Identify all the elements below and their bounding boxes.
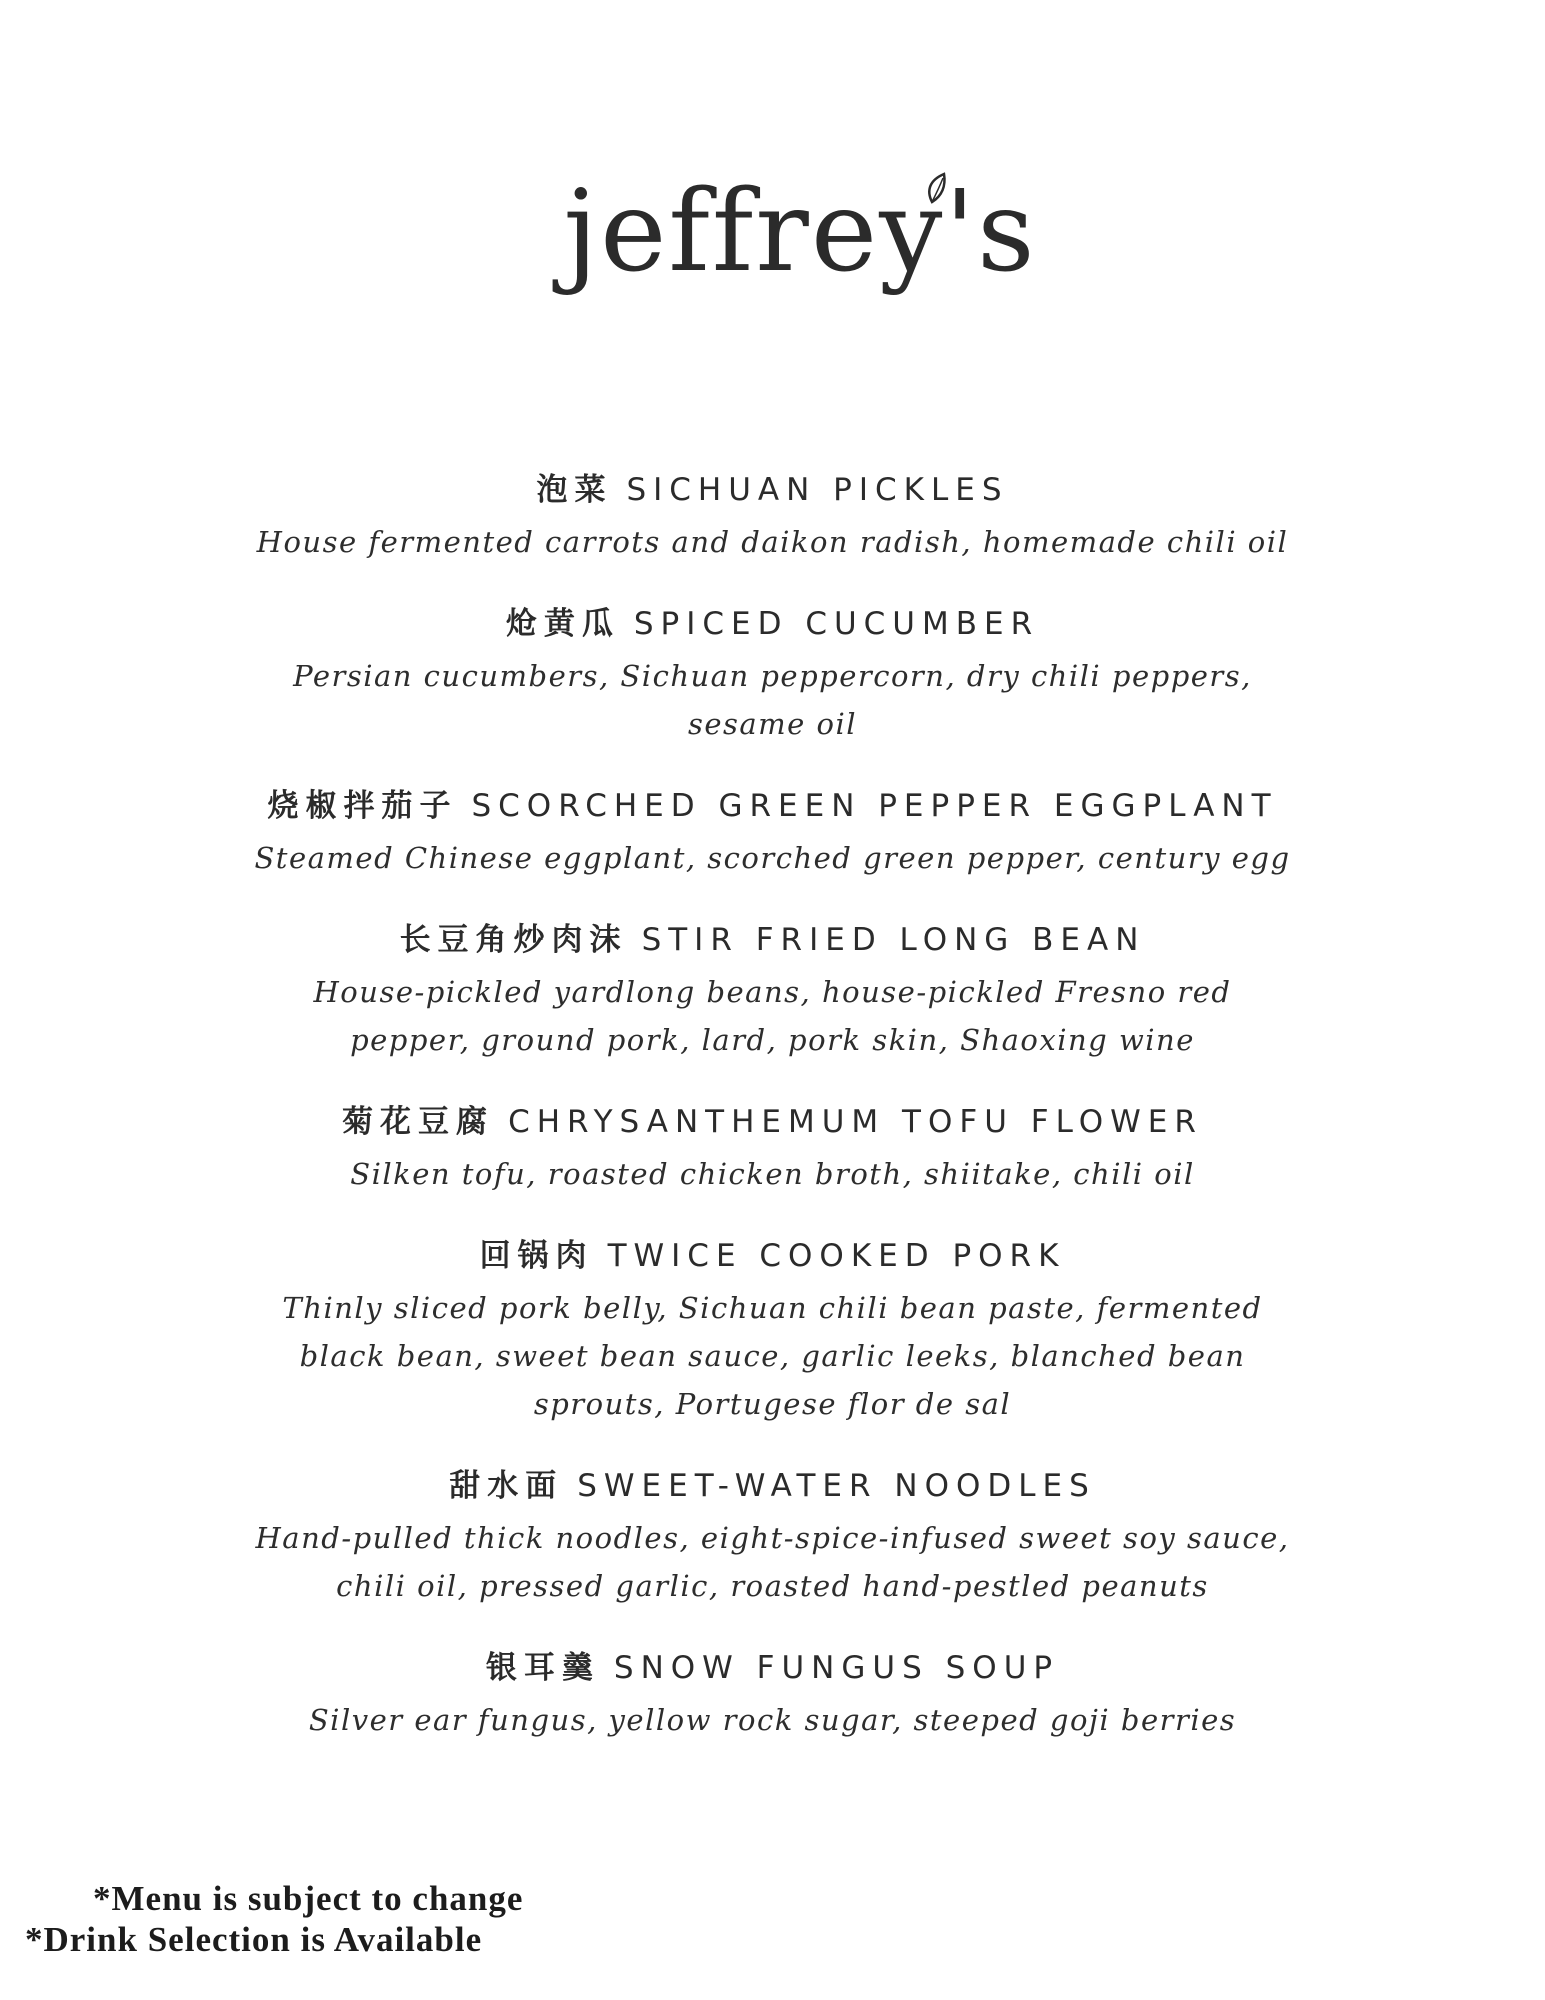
dish-title <box>160 1100 1385 1144</box>
menu-list <box>160 468 1385 1780</box>
dish-description: Silken tofu, roasted chicken broth, shiitake, chili oil <box>350 1157 1195 1191</box>
dish-title <box>160 918 1385 962</box>
dish-name-english: SPICED CUCUMBER <box>633 606 1040 642</box>
menu-item-spiced-cucumber <box>160 602 1385 748</box>
dish-name-chinese: 炝黄瓜 <box>505 606 620 642</box>
dish-name-english: TWICE COOKED PORK <box>607 1238 1066 1274</box>
menu-item-sweet-water-noodles <box>160 1464 1385 1610</box>
menu-footnotes <box>25 1878 523 1960</box>
dish-name-chinese: 长豆角炒肉沫 <box>399 922 628 958</box>
dish-title <box>160 784 1385 828</box>
dish-description: Persian cucumbers, Sichuan peppercorn, dry chili peppers, sesame oil <box>293 659 1252 741</box>
dish-name-chinese: 烧椒拌茄子 <box>267 788 458 824</box>
dish-description: Thinly sliced pork belly, Sichuan chili bean paste, fermented black bean, sweet bean sauce, garlic leeks, blanched bean sprouts, Portugese flor de sal <box>282 1291 1263 1421</box>
dish-title <box>160 1646 1385 1690</box>
dish-name-english: STIR FRIED LONG BEAN <box>641 922 1146 958</box>
restaurant-logo <box>0 150 1545 320</box>
menu-item-scorched-green-pepper-eggplant <box>160 784 1385 882</box>
dish-description: Steamed Chinese eggplant, scorched green pepper, century egg <box>254 841 1291 875</box>
menu-change-note: *Menu is subject to change <box>93 1879 524 1918</box>
dish-name-chinese: 泡菜 <box>536 472 613 508</box>
dish-name-english: SICHUAN PICKLES <box>626 472 1009 508</box>
menu-item-twice-cooked-pork <box>160 1234 1385 1428</box>
dish-description: Silver ear fungus, yellow rock sugar, steeped goji berries <box>308 1703 1237 1737</box>
menu-item-snow-fungus-soup <box>160 1646 1385 1744</box>
dish-name-english: CHRYSANTHEMUM TOFU FLOWER <box>508 1104 1203 1140</box>
dish-name-chinese: 银耳羹 <box>485 1650 600 1686</box>
dish-title <box>160 1234 1385 1278</box>
dish-name-english: SNOW FUNGUS SOUP <box>613 1650 1060 1686</box>
dish-title <box>160 602 1385 646</box>
dish-description: Hand-pulled thick noodles, eight-spice-infused sweet soy sauce, chili oil, pressed garlic, roasted hand-pestled peanuts <box>255 1521 1290 1603</box>
dish-description: House-pickled yardlong beans, house-pickled Fresno red pepper, ground pork, lard, pork skin, Shaoxing wine <box>313 975 1232 1057</box>
menu-item-stir-fried-long-bean <box>160 918 1385 1064</box>
dish-description: House fermented carrots and daikon radish, homemade chili oil <box>256 525 1289 559</box>
menu-item-chrysanthemum-tofu-flower <box>160 1100 1385 1198</box>
dish-name-english: SCORCHED GREEN PEPPER EGGPLANT <box>471 788 1278 824</box>
dish-name-english: SWEET-WATER NOODLES <box>577 1468 1096 1504</box>
dish-name-chinese: 菊花豆腐 <box>342 1104 495 1140</box>
dish-name-chinese: 回锅肉 <box>479 1238 594 1274</box>
logo-wordmark: jeffrey's <box>563 167 1037 297</box>
drink-selection-note: *Drink Selection is Available <box>25 1920 483 1959</box>
menu-item-sichuan-pickles <box>160 468 1385 566</box>
dish-name-chinese: 甜水面 <box>449 1468 564 1504</box>
dish-title <box>160 1464 1385 1508</box>
dish-title <box>160 468 1385 512</box>
